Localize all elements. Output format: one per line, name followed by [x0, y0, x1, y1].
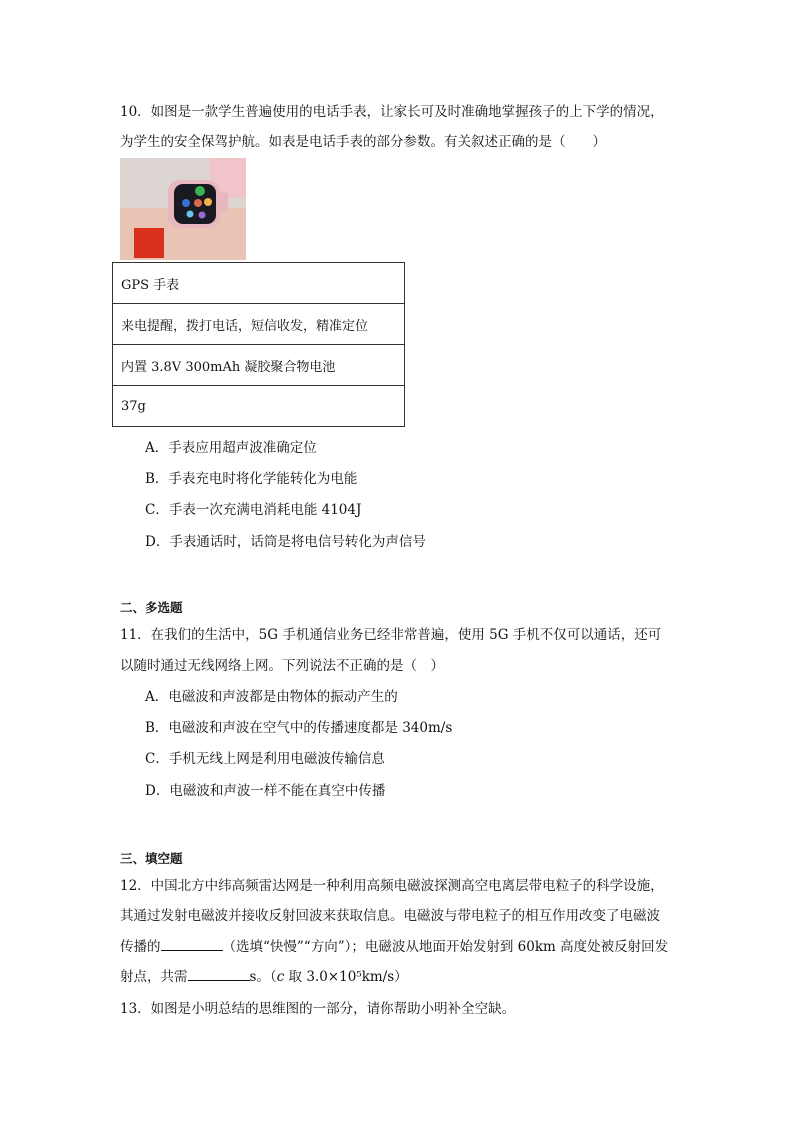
q12-line4-text-b: s。（	[249, 969, 277, 985]
q12-line3-text-a: 传播的	[120, 939, 161, 955]
table-row	[113, 304, 405, 345]
q13-stem: 13．如图是小明总结的思维图的一部分，请你帮助小明补全空缺。	[120, 1001, 516, 1017]
table-row	[113, 345, 405, 386]
q10-option-a: A．手表应用超声波准确定位	[145, 440, 317, 456]
smartwatch-photo	[120, 158, 246, 260]
q11-option-c: C．手机无线上网是利用电磁波传输信息	[145, 751, 385, 767]
q12-stem-line3	[120, 936, 668, 957]
q12-speed-symbol: c	[276, 969, 285, 985]
q12-stem-line2: 其通过发射电磁波并接收反射回波来获取信息。电磁波与带电粒子的相互作用改变了电磁波	[120, 908, 660, 924]
q12-stem-line4	[120, 966, 408, 987]
answer-blank-2[interactable]	[188, 966, 250, 981]
q10-option-b: B．手表充电时将化学能转化为电能	[145, 471, 358, 487]
section-heading-multiple-choice: 二、多选题	[120, 600, 183, 615]
spec-cell: 来电提醒，拨打电话，短信收发，精准定位	[113, 304, 405, 345]
spec-cell: 37g	[113, 386, 405, 427]
q11-option-d: D．电磁波和声波一样不能在真空中传播	[145, 783, 386, 799]
q10-stem-line1: 10．如图是一款学生普遍使用的电话手表，让家长可及时准确地掌握孩子的上下学的情况，	[120, 104, 664, 120]
smartwatch-illustration	[120, 158, 246, 260]
q12-stem-line1: 12．中国北方中纬高频雷达网是一种利用高频电磁波探测高空电离层带电粒子的科学设施，	[120, 878, 664, 894]
spec-cell: 内置 3.8V 300mAh 凝胶聚合物电池	[113, 345, 405, 386]
q11-option-a: A．电磁波和声波都是由物体的振动产生的	[145, 689, 398, 705]
q11-stem-line2: 以随时通过无线网络上网。下列说法不正确的是（ ）	[120, 658, 444, 674]
q12-line4-text-a: 射点，共需	[120, 969, 188, 985]
q11-stem-line1: 11．在我们的生活中，5G 手机通信业务已经非常普遍，使用 5G 手机不仅可以通话，还可	[120, 627, 662, 643]
q10-option-c: C．手表一次充满电消耗电能 4104J	[145, 502, 362, 518]
section-heading-fill-in: 三、填空题	[120, 851, 183, 866]
table-row	[113, 263, 405, 304]
q11-option-b: B．电磁波和声波在空气中的传播速度都是 340m/s	[145, 720, 453, 736]
q12-line3-text-b: （选填“快慢”“方向”）；电磁波从地面开始发射到 60km 高度处被反射回发	[222, 939, 669, 955]
q12-line4-text-d: 取 3.0×10⁵km/s）	[284, 969, 408, 985]
table-row	[113, 386, 405, 427]
watch-spec-table	[112, 262, 405, 427]
answer-blank-1[interactable]	[161, 936, 223, 951]
q10-option-d: D．手表通话时，话筒是将电信号转化为声信号	[145, 534, 426, 550]
spec-cell: GPS 手表	[113, 263, 405, 304]
q10-stem-line2: 为学生的安全保驾护航。如表是电话手表的部分参数。有关叙述正确的是（ ）	[120, 134, 606, 150]
